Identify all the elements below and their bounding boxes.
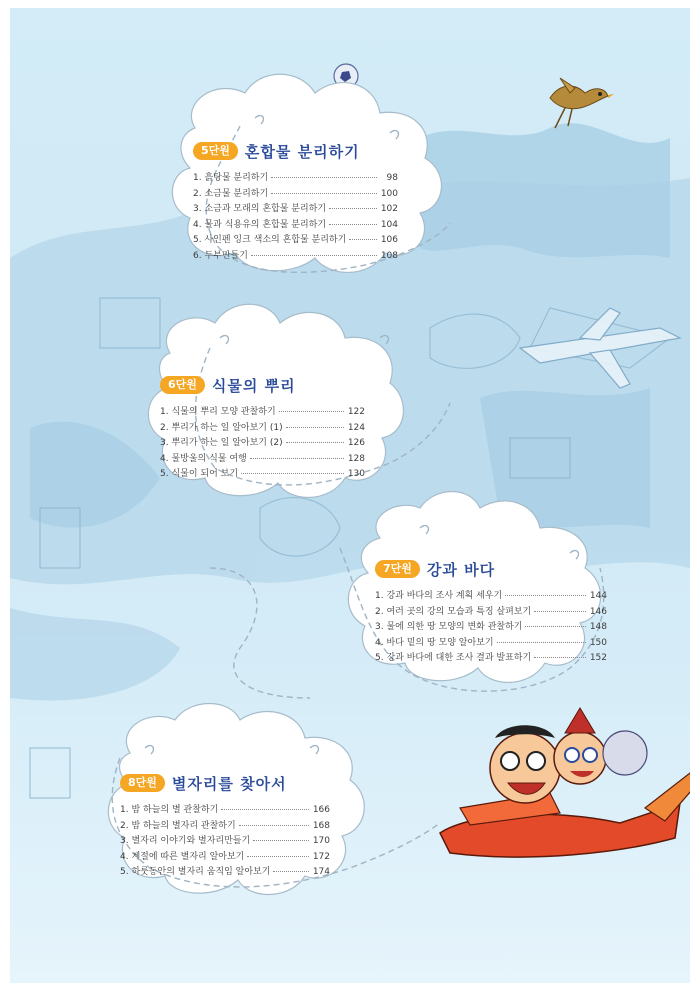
toc-entry-label: 2. 뿌리가 하는 일 알아보기 (1) xyxy=(160,422,283,433)
toc-entry-page: 122 xyxy=(347,407,365,417)
toc-entry-page: 102 xyxy=(380,204,398,214)
toc-entry-page: 148 xyxy=(589,622,607,632)
dot-leader xyxy=(286,427,344,428)
dot-leader xyxy=(534,611,586,612)
toc-entry[interactable] xyxy=(193,248,398,264)
dot-leader xyxy=(349,239,377,240)
unit-8-section xyxy=(120,772,330,880)
dot-leader xyxy=(271,193,377,194)
toc-entry-label: 3. 별자리 이야기와 별자리만들기 xyxy=(120,836,251,846)
toc-entry-label: 4. 바다 밑의 땅 모양 알아보기 xyxy=(375,637,494,648)
toc-entry[interactable] xyxy=(160,435,365,451)
dot-leader xyxy=(251,255,377,256)
unit-6-section xyxy=(160,374,365,482)
toc-entry-page: 100 xyxy=(380,188,398,199)
toc-entry-page: 174 xyxy=(312,867,330,877)
toc-entry[interactable] xyxy=(160,451,365,467)
toc-entry-label: 5. 하룻동안의 별자리 움직임 알아보기 xyxy=(120,867,271,877)
toc-entry[interactable] xyxy=(193,186,398,202)
dot-leader xyxy=(221,809,309,810)
toc-entry[interactable] xyxy=(193,232,398,248)
toc-entry[interactable] xyxy=(120,849,330,865)
unit-5-section xyxy=(193,140,398,263)
unit-8-title: 별자리를 찾아서 xyxy=(171,774,287,793)
unit-5-title: 혼합물 분리하기 xyxy=(244,142,360,161)
toc-entry[interactable] xyxy=(160,466,365,482)
unit-8-header xyxy=(120,772,330,794)
unit-8-toc-list xyxy=(120,802,330,880)
dot-leader xyxy=(247,856,309,857)
dot-leader xyxy=(329,208,377,209)
dot-leader xyxy=(250,458,344,459)
toc-entry[interactable] xyxy=(120,864,330,880)
toc-entry-label: 3. 물에 의한 땅 모양의 변화 관찰하기 xyxy=(375,622,523,632)
toc-entry[interactable] xyxy=(375,604,607,620)
dot-leader xyxy=(241,473,344,474)
toc-entry[interactable] xyxy=(375,588,607,604)
dot-leader xyxy=(505,595,586,596)
unit-5-badge: 5단원 xyxy=(193,142,238,160)
toc-entry-label: 5. 식물이 되어 보기 xyxy=(160,469,239,479)
toc-entry-page: 98 xyxy=(386,173,398,183)
dot-leader xyxy=(279,411,344,412)
toc-entry[interactable] xyxy=(375,635,607,651)
toc-entry[interactable] xyxy=(120,802,330,818)
unit-7-toc-list xyxy=(375,588,607,666)
toc-entry-page: 166 xyxy=(312,805,330,815)
toc-entry-label: 6. 두부만들기 xyxy=(193,250,248,261)
toc-entry[interactable] xyxy=(193,170,398,186)
dot-leader xyxy=(525,626,586,627)
toc-entry-page: 152 xyxy=(589,653,607,663)
toc-entry-page: 168 xyxy=(312,820,330,831)
dot-leader xyxy=(239,825,309,826)
toc-entry[interactable] xyxy=(193,201,398,217)
toc-entry-label: 2. 밤 하늘의 별자리 관찰하기 xyxy=(120,820,236,831)
toc-entry-label: 1. 흙탕물 분리하기 xyxy=(193,173,269,183)
toc-entry-page: 128 xyxy=(347,453,365,464)
toc-entry-label: 2. 여러 곳의 강의 모습과 특징 살펴보기 xyxy=(375,606,532,617)
toc-entry[interactable] xyxy=(375,650,607,666)
toc-entry-label: 3. 소금과 모래의 혼합물 분리하기 xyxy=(193,204,327,214)
toc-entry-label: 4. 계절에 따른 별자리 알아보기 xyxy=(120,851,245,862)
toc-entry-label: 1. 강과 바다의 조사 계획 세우기 xyxy=(375,591,503,601)
toc-entry-label: 2. 소금물 분리하기 xyxy=(193,188,269,199)
unit-6-badge: 6단원 xyxy=(160,376,205,394)
toc-entry-label: 4. 물과 식용유의 혼합물 분리하기 xyxy=(193,219,327,230)
toc-entry-page: 170 xyxy=(312,836,330,846)
toc-entry-page: 124 xyxy=(347,422,365,433)
toc-entry[interactable] xyxy=(193,217,398,233)
toc-entry[interactable] xyxy=(160,420,365,436)
toc-entry-page: 130 xyxy=(347,469,365,479)
toc-entry-page: 144 xyxy=(589,591,607,601)
toc-entry-label: 1. 식물의 뿌리 모양 관찰하기 xyxy=(160,407,276,417)
unit-7-section xyxy=(375,558,607,666)
toc-entry-label: 3. 뿌리가 하는 일 알아보기 (2) xyxy=(160,438,283,448)
toc-entry-page: 150 xyxy=(589,637,607,648)
toc-entry-page: 172 xyxy=(312,851,330,862)
unit-5-header xyxy=(193,140,398,162)
unit-8-badge: 8단원 xyxy=(120,774,165,792)
unit-6-title: 식물의 뿌리 xyxy=(211,376,296,395)
toc-entry[interactable] xyxy=(120,818,330,834)
toc-entry[interactable] xyxy=(120,833,330,849)
toc-entry-page: 108 xyxy=(380,250,398,261)
toc-entry-page: 126 xyxy=(347,438,365,448)
unit-6-toc-list xyxy=(160,404,365,482)
toc-entry[interactable] xyxy=(375,619,607,635)
toc-entry-label: 1. 밤 하늘의 별 관찰하기 xyxy=(120,805,219,815)
toc-page xyxy=(10,8,690,983)
unit-7-badge: 7단원 xyxy=(375,560,420,578)
toc-entry-label: 4. 물방울의 식물 여행 xyxy=(160,453,247,464)
dot-leader xyxy=(273,871,309,872)
unit-7-header xyxy=(375,558,607,580)
toc-entry-label: 5. 사인펜 잉크 색소의 혼합물 분리하기 xyxy=(193,235,347,245)
dot-leader xyxy=(286,442,344,443)
toc-entry[interactable] xyxy=(160,404,365,420)
dot-leader xyxy=(534,657,586,658)
toc-entry-page: 106 xyxy=(380,235,398,245)
toc-entry-page: 104 xyxy=(380,219,398,230)
dot-leader xyxy=(497,642,586,643)
toc-entry-label: 5. 강과 바다에 대한 조사 결과 발표하기 xyxy=(375,653,532,663)
toc-entry-page: 146 xyxy=(589,606,607,617)
dot-leader xyxy=(271,177,377,178)
unit-6-header xyxy=(160,374,365,396)
dot-leader xyxy=(329,224,377,225)
dot-leader xyxy=(253,840,309,841)
unit-5-toc-list xyxy=(193,170,398,263)
unit-7-title: 강과 바다 xyxy=(426,560,496,579)
